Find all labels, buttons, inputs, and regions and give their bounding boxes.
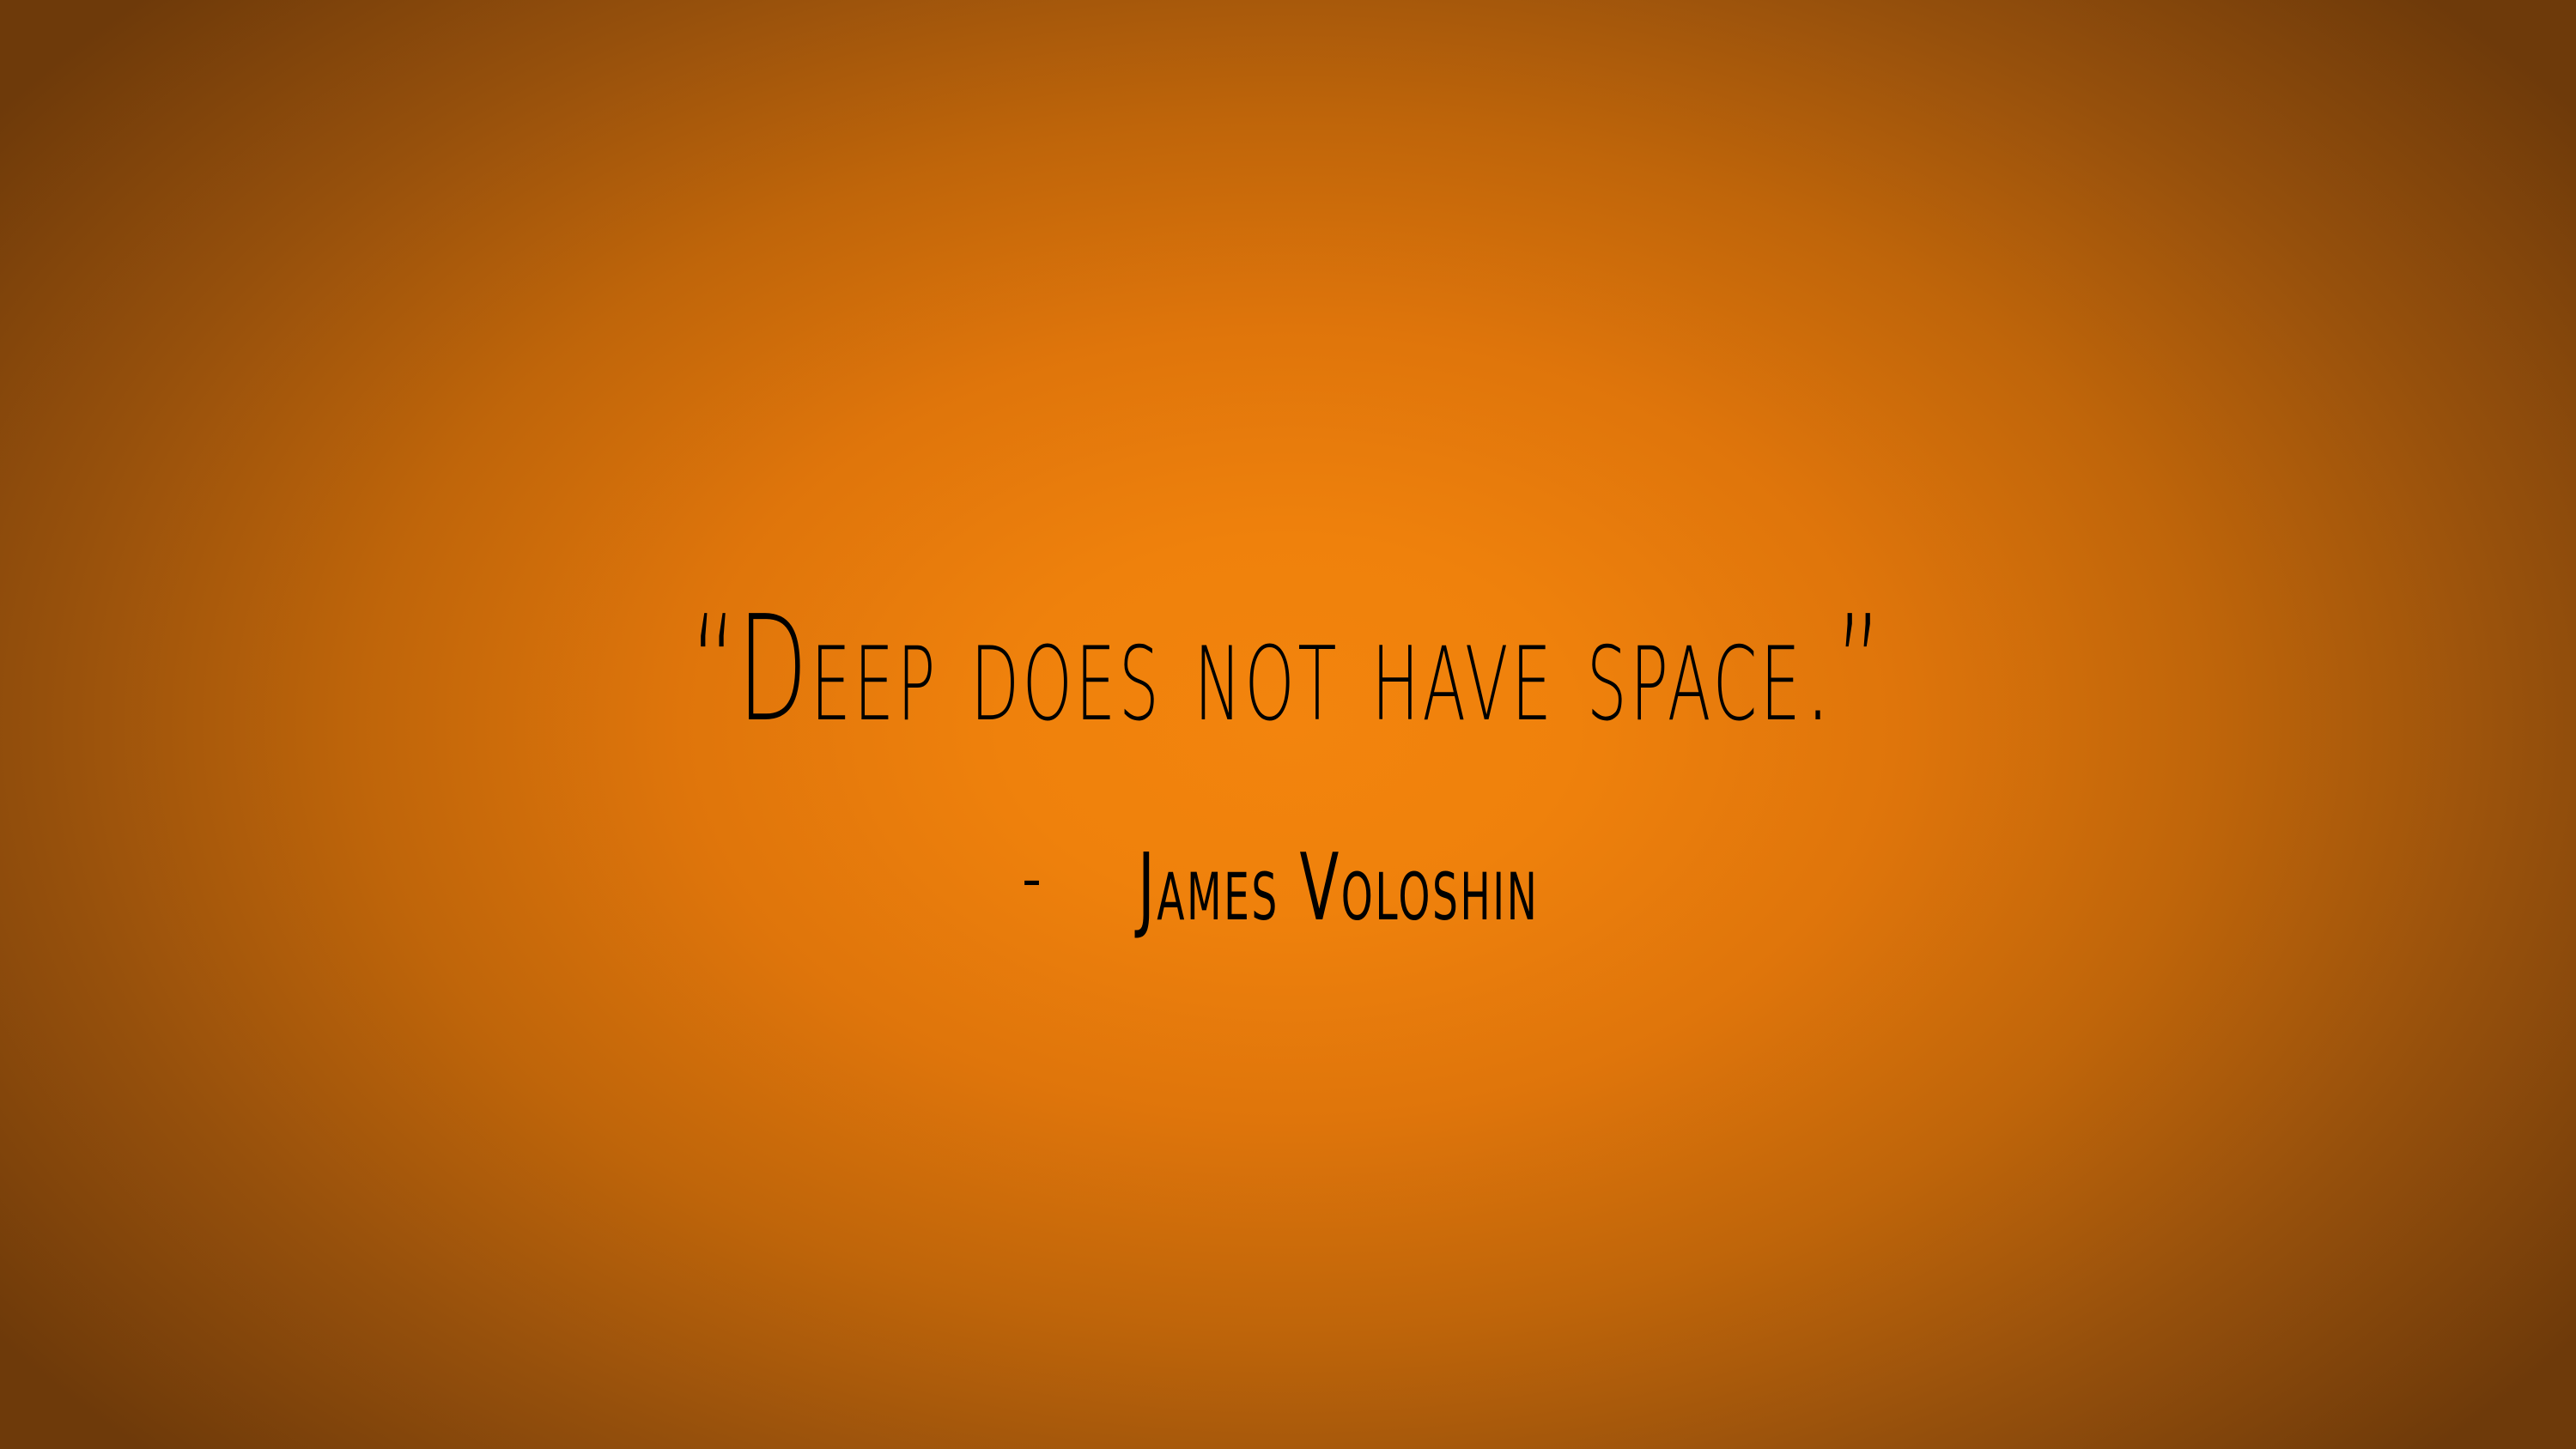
- quote-attribution: [0, 834, 2576, 942]
- attribution-dash: -: [1022, 848, 1042, 912]
- author-name: James Voloshin: [1138, 834, 1540, 942]
- quote-text: “Deep does not have space.”: [690, 585, 1886, 755]
